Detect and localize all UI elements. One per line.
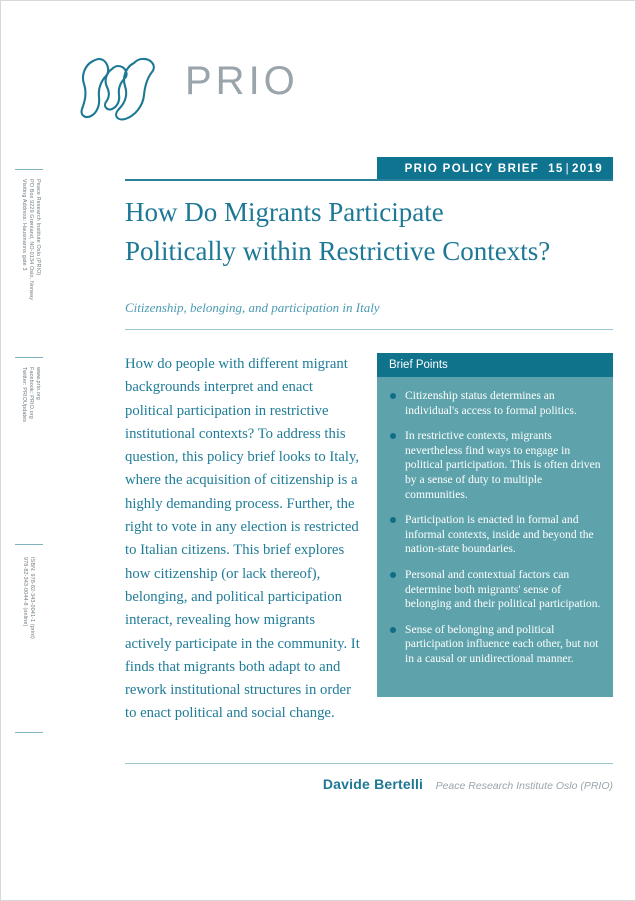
left-margin-rail bbox=[1, 1, 57, 901]
list-item bbox=[389, 429, 601, 502]
banner-label: PRIO POLICY BRIEF bbox=[404, 163, 540, 175]
brief-points-list bbox=[377, 377, 613, 667]
author-block bbox=[125, 776, 613, 794]
margin-address-line-3: Visiting Address: Hausmanns gate 3 bbox=[20, 179, 27, 271]
prio-logo-mark bbox=[63, 51, 175, 123]
subtitle-bottom-rule bbox=[125, 329, 613, 330]
prio-logo bbox=[63, 51, 323, 123]
author-name: Davide Bertelli bbox=[322, 776, 424, 792]
margin-website: www.prio.org bbox=[35, 367, 41, 400]
bullet-icon bbox=[390, 517, 396, 523]
rail-divider-3 bbox=[15, 544, 43, 545]
margin-isbn-online: 978-82-343-0044-8 (online) bbox=[21, 557, 28, 627]
list-item bbox=[389, 389, 601, 418]
abstract-paragraph: How do people with different migrant backgrounds interpret and enact political participation in restrictive institutional contexts? To address this question, this policy brief looks to Italy, where the acquisition of citizenship is a highly demanding process. Further, the right to vote in any election is restricted to Italian citizens. This brief explores how citizenship (or lack thereof), belonging, and political participation interact, revealing how migrants actively participate in the community. It finds that migrants both adapt to and rework institutional structures in order to enact political and social change. bbox=[125, 356, 360, 722]
brief-points-box bbox=[377, 353, 613, 697]
bullet-icon bbox=[390, 572, 396, 578]
margin-address-block bbox=[19, 179, 41, 300]
brief-point-text: Participation is enacted in formal and informal contexts, inside and beyond the nation-state boundaries. bbox=[405, 513, 594, 556]
list-item bbox=[389, 513, 601, 557]
page-title-line-2: Politically within Restrictive Contexts? bbox=[125, 236, 551, 266]
prio-wordmark: PRIO bbox=[185, 59, 299, 103]
brief-point-text: In restrictive contexts, migrants nevertheless find ways to engage in political participation. This is often driven by a sense of duty to multiple communities. bbox=[405, 429, 601, 501]
brief-point-text: Sense of belonging and political participation influence each other, but not in a causal or unidirectional manner. bbox=[405, 622, 599, 665]
author-affiliation: Peace Research Institute Oslo (PRIO) bbox=[435, 780, 613, 792]
margin-facebook: Facebook: PRIO.org bbox=[27, 367, 34, 419]
brief-point-text: Citizenship status determines an individual's access to formal politics. bbox=[405, 389, 577, 417]
margin-web-block bbox=[19, 367, 41, 422]
banner-issue-number: 15 bbox=[548, 163, 564, 175]
author-top-rule bbox=[125, 763, 613, 764]
margin-isbn-print: ISBN: 978-82-343-0041-1 (print) bbox=[29, 557, 35, 639]
brief-points-heading: Brief Points bbox=[377, 353, 613, 377]
page-subtitle: Citizenship, belonging, and participation in Italy bbox=[125, 300, 380, 315]
policy-brief-banner bbox=[377, 157, 613, 181]
rail-divider-1 bbox=[15, 169, 43, 170]
page-title bbox=[125, 193, 625, 271]
banner-year: 2019 bbox=[572, 163, 603, 175]
margin-address-line-1: Peace Research Institute Oslo (PRIO) bbox=[35, 179, 41, 276]
margin-isbn-block bbox=[21, 557, 35, 639]
margin-address-line-2: PO Box 9229 Grønland, NO-0134 Oslo, Norway bbox=[27, 179, 34, 301]
list-item bbox=[389, 623, 601, 667]
banner-separator: | bbox=[565, 163, 571, 175]
rail-divider-4 bbox=[15, 732, 43, 733]
list-item bbox=[389, 568, 601, 612]
title-top-rule bbox=[125, 179, 613, 181]
page-title-line-1: How Do Migrants Participate bbox=[125, 197, 444, 227]
bullet-icon bbox=[390, 433, 396, 439]
rail-divider-2 bbox=[15, 357, 43, 358]
brief-point-text: Personal and contextual factors can determine both migrants' sense of belonging and their political participation. bbox=[405, 567, 601, 611]
bullet-icon bbox=[390, 393, 396, 399]
margin-twitter: Twitter: PRIOUpdates bbox=[20, 367, 27, 423]
bullet-icon bbox=[390, 627, 396, 633]
